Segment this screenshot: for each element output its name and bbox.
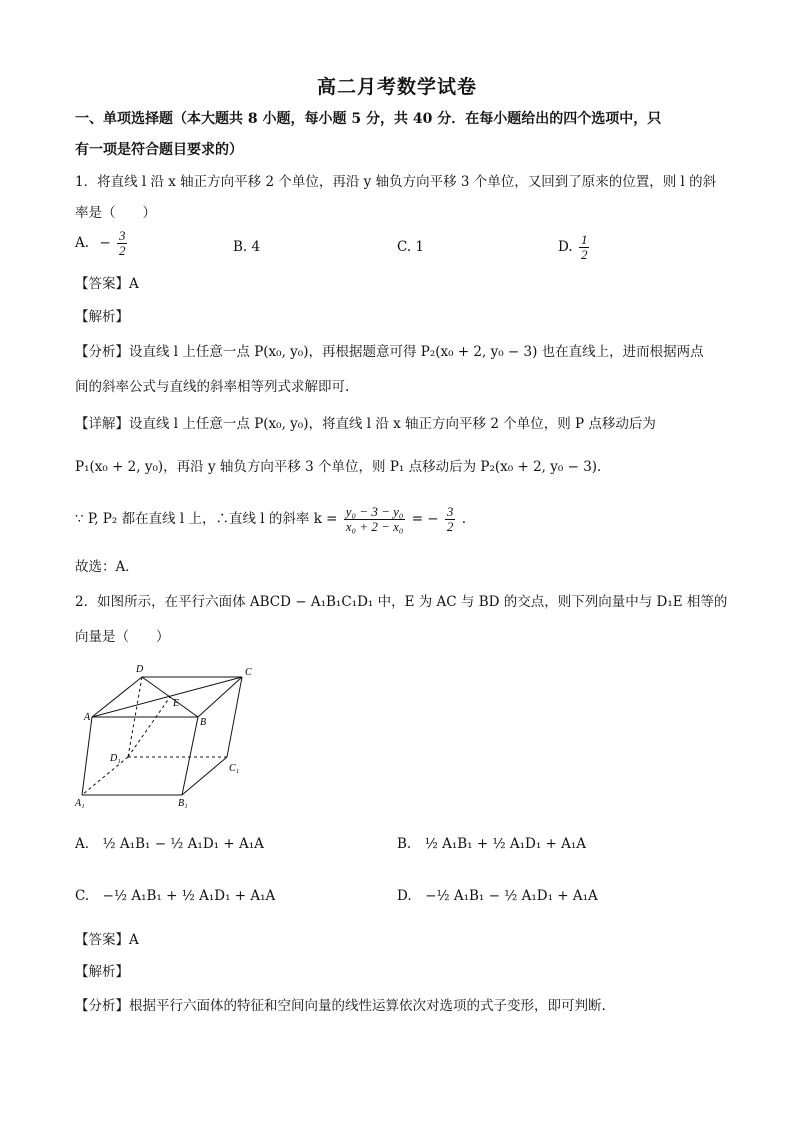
fraction-numerator: 3 (446, 504, 454, 519)
slope-fraction (344, 505, 406, 534)
q1-analysis-label: 【解析】 (75, 309, 129, 325)
q2-option-c: C. −½ A₁B₁ + ½ A₁D₁ + A₁A (75, 888, 276, 904)
fraction-denominator: 2 (446, 519, 454, 534)
q1-xiangjie-line2: P₁(x₀ + 2, y₀)，再沿 y 轴负方向平移 3 个单位，则 P₁ 点移动后为 P₂(x₀ + 2, y₀ − 3)． (75, 459, 611, 475)
fraction-numerator: 3 (118, 228, 126, 243)
slope-result-fraction (445, 505, 456, 534)
q1-fenxi-line1: 【分析】设直线 l 上任意一点 P(x₀, y₀)，再根据题意可得 P₂(x₀ + 2, y₀ − 3) 也在直线上，进而根据两点 (75, 344, 704, 360)
label-e: E (173, 698, 180, 709)
q1-option-d-label: D. (558, 239, 573, 255)
fraction-numerator: 1 (580, 232, 588, 247)
q1-xiangjie-line1: 【详解】设直线 l 上任意一点 P(x₀, y₀)，将直线 l 沿 x 轴正方向平移 2 个单位，则 P 点移动后为 (75, 416, 656, 432)
q1-option-a-sign: − (99, 235, 111, 251)
q1-option-a (75, 229, 129, 258)
label-a: A (84, 712, 91, 723)
q1-stem-line2: 率是（ ） (75, 205, 156, 221)
label-a1: A₁ (75, 798, 85, 809)
slope-equals: = − (411, 511, 439, 527)
slope-end: . (461, 511, 467, 527)
fraction-numerator: y₀ − 3 − y₀ (345, 504, 404, 519)
q1-xiangjie-line3 (75, 505, 466, 534)
q2-option-a: A. ½ A₁B₁ − ½ A₁D₁ + A₁A (75, 836, 264, 852)
q2-stem-line2: 向量是（ ） (75, 629, 170, 645)
page-title: 高二月考数学试卷 (316, 76, 477, 98)
edge-da (92, 677, 142, 717)
q2-stem-line1: 2．如图所示，在平行六面体 ABCD − A₁B₁C₁D₁ 中，E 为 AC 与 BD 的交点，则下列向量中与 D₁E 相等的 (75, 594, 728, 610)
q1-answer: 【答案】A (75, 276, 139, 292)
section-heading-line2: 有一项是符合题目要求的） (75, 142, 243, 158)
q2-option-b: B. ½ A₁B₁ + ½ A₁D₁ + A₁A (397, 836, 587, 852)
q1-conclusion: 故选：A． (75, 559, 139, 575)
q1-option-b: B. 4 (233, 239, 261, 255)
q1-option-a-fraction (117, 229, 128, 258)
q2-fenxi: 【分析】根据平行六面体的特征和空间向量的线性运算依次对选项的式子变形，即可判断. (75, 998, 606, 1014)
label-c1: C₁ (229, 763, 240, 774)
parallelepiped-figure (70, 660, 270, 810)
q1-fenxi-line2: 间的斜率公式与直线的斜率相等列式求解即可. (75, 379, 350, 395)
q2-analysis-label: 【解析】 (75, 964, 129, 980)
label-c: C (245, 667, 252, 678)
label-d: D (136, 664, 144, 675)
edge-d1a1 (82, 757, 128, 795)
q2-option-d: D. −½ A₁B₁ − ½ A₁D₁ + A₁A (397, 888, 598, 904)
label-b: B (200, 717, 207, 728)
q1-stem-line1: 1．将直线 l 沿 x 轴正方向平移 2 个单位，再沿 y 轴负方向平移 3 个单位，又回到了原来的位置，则 l 的斜 (75, 174, 717, 190)
fraction-denominator: 2 (118, 243, 126, 258)
q1-option-d (558, 233, 591, 262)
label-b1: B₁ (178, 798, 188, 809)
q1-option-d-fraction (579, 233, 590, 262)
fraction-denominator: 2 (580, 247, 588, 262)
label-d1: D₁ (110, 753, 121, 764)
edge-aa1 (82, 717, 92, 795)
fraction-denominator: x₀ + 2 − x₀ (345, 519, 404, 534)
q1-option-c: C. 1 (397, 239, 425, 255)
q2-answer: 【答案】A (75, 932, 139, 948)
slope-prefix: ∵ P, P₂ 都在直线 l 上，∴直线 l 的斜率 k = (75, 511, 338, 527)
q1-option-a-label: A. (75, 235, 90, 251)
section-heading-line1: 一、单项选择题（本大题共 8 小题，每小题 5 分，共 40 分．在每小题给出的四个选项中，只 (75, 111, 662, 127)
